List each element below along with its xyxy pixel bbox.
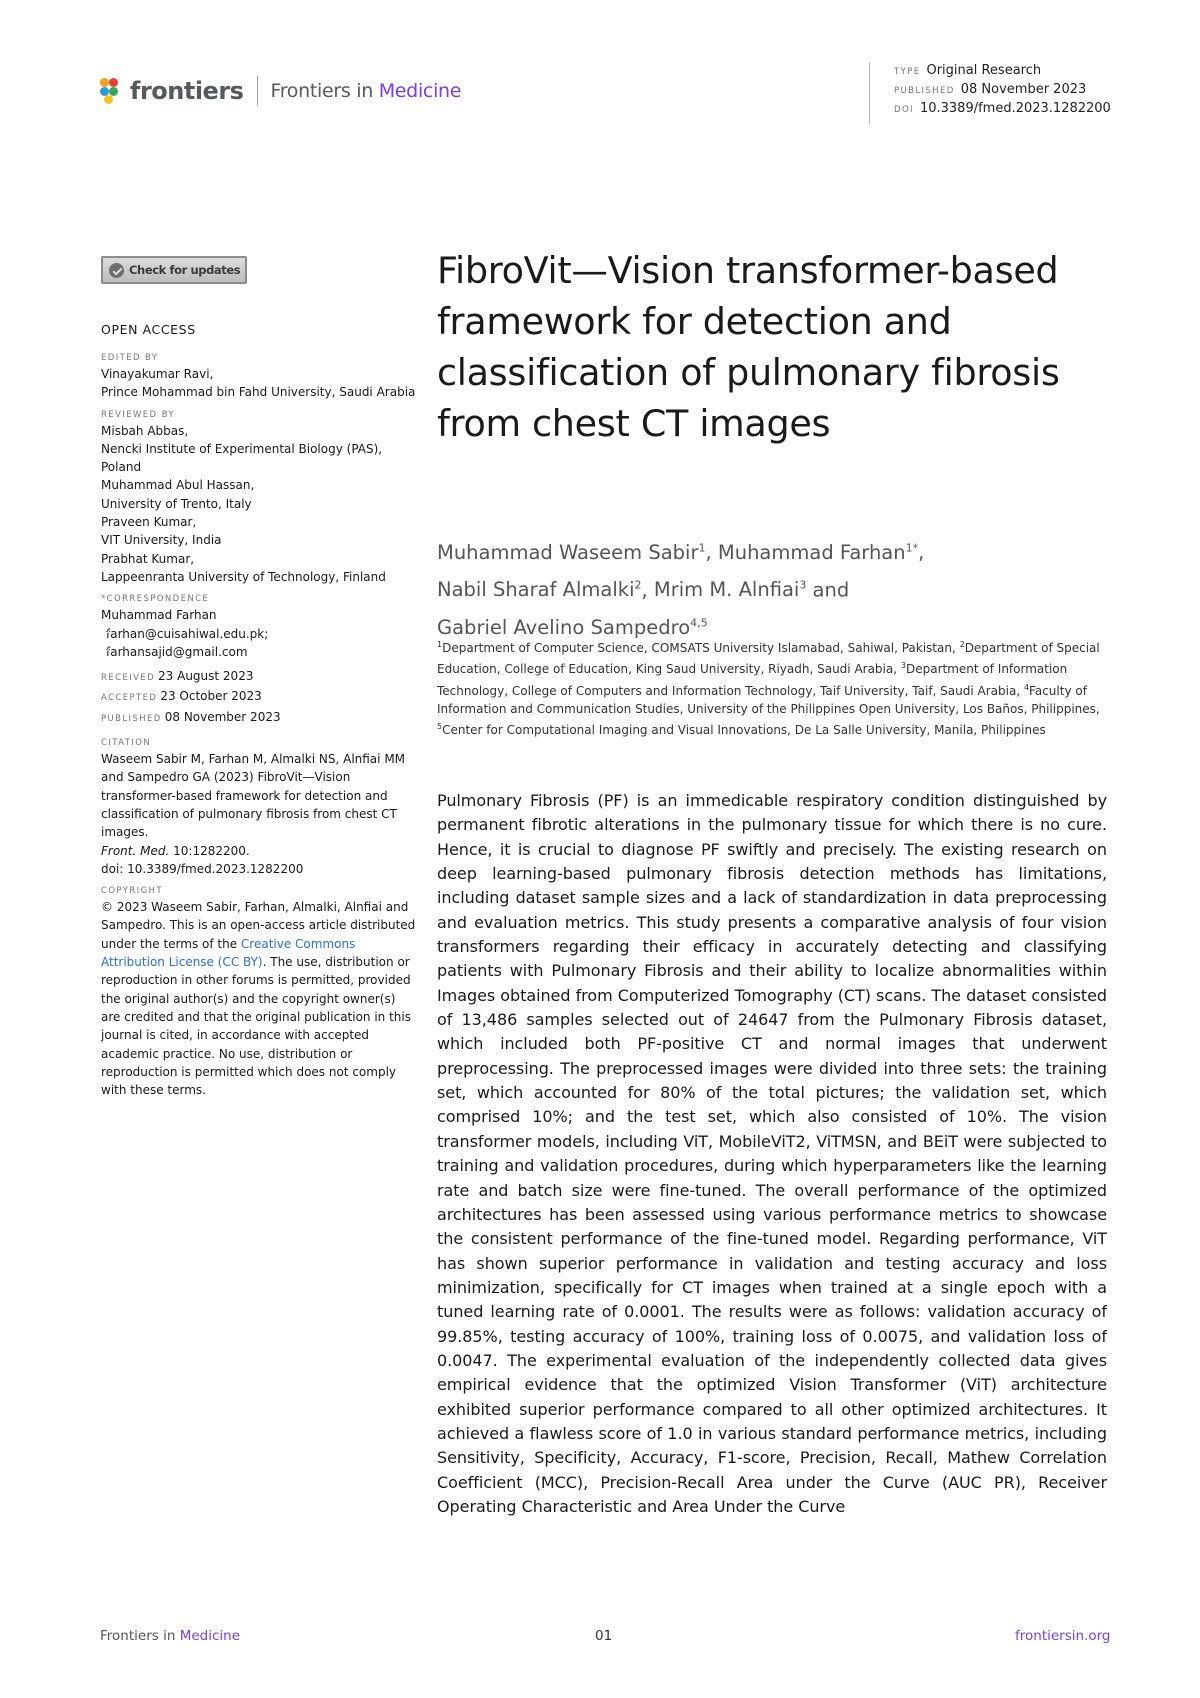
editor-name: Vinayakumar Ravi, [101,367,214,381]
copyright-text-end: . The use, distribution or reproduction in other forums is permitted, provided the original author(s) and the copyright owner(s) are credited and that the original publication in this journal is cited, in accordance with accepted academic practice. No use, distribution or reproduction is permitted which does not comply with these terms. [101,955,412,1098]
article-title: FibroVit—Vision transformer-based framework for detection and classification of pulmonary fibrosis from chest CT images [437,249,1060,445]
affiliation: $^4$Faculty of Information and Communication Studies, University of the Philippines Open University, Los Baños, Philippines, [437,682,1100,716]
reviewer-name: Muhammad Abul Hassan, [101,478,255,493]
affiliation: $^2$Department of Special Education, College of Education, King Saud University, Riyadh, Saudi Arabia, [437,640,1100,677]
meta-published-value: 08 November 2023 [960,82,1087,97]
license-link[interactable]: Creative Commons Attribution License (CC BY) [101,936,356,970]
footer-site-link[interactable]: frontiersin.org [1015,1628,1111,1644]
author-separator: , [641,578,654,601]
open-access-label: OPEN ACCESS [101,322,196,337]
copyright-text: © 2023 Waseem Sabir, Farhan, Almalki, Alnfiai and Sampedro. This is an open-access article distributed under the terms of the [101,900,416,951]
page-number: 01 [595,1628,613,1644]
reviewer-name: Misbah Abbas, [101,423,189,438]
affiliation: $^5$Center for Computational Imaging and Visual Innovations, De La Salle University, Manila, Philippines [437,722,1046,738]
edited-by [101,365,416,402]
copyright [101,898,416,1099]
author[interactable]: Muhammad Waseem Sabir$^1$ [437,540,706,564]
check-for-updates-label: Check for updates [129,263,241,277]
footer-journal[interactable] [100,1628,240,1644]
meta-doi-value[interactable]: 10.3389/fmed.2023.1282200 [919,101,1111,116]
accepted-label: ACCEPTED [101,693,158,704]
accepted-date [101,687,416,707]
journal-prefix: Frontiers in [270,80,373,102]
reviewer-affiliation: University of Trento, Italy [101,496,252,511]
email-row [101,625,416,643]
author-list [437,531,1117,644]
citation-doi[interactable]: doi: 10.3389/fmed.2023.1282200 [101,861,304,876]
author-separator: , [918,540,925,564]
check-for-updates-button[interactable] [101,256,247,284]
editor-affiliation: Prince Mohammad bin Fahd University, Saudi Arabia [101,385,416,400]
meta-type-value: Original Research [926,63,1042,78]
citation [101,750,416,878]
journal-name [270,80,461,102]
affiliation: $^1$Department of Computer Science, COMSATS University Islamabad, Sahiwal, Pakistan, [437,640,960,655]
check-circle-icon [109,263,124,278]
reviewer-affiliation: VIT University, India [101,533,222,548]
author-separator: , [705,540,718,564]
author[interactable]: Nabil Sharaf Almalki$^2$ [437,578,642,601]
meta-type-label: TYPE [894,67,921,77]
author[interactable]: Muhammad Farhan$^{1*}$ [717,540,919,564]
brand-divider [257,76,258,106]
received-label: RECEIVED [101,673,156,684]
article-meta [869,62,1111,124]
author[interactable]: Gabriel Avelino Sampedro$^{4,5}$ [437,615,708,639]
author[interactable]: Mrim M. Alnfiai$^3$ [653,578,807,601]
frontiers-logo-icon [100,78,126,104]
received-date [101,667,416,687]
published-date [101,708,416,728]
affiliations [437,636,1102,739]
affiliation: $^3$Department of Information Technology, College of Computers and Information Technology, Taif University, Taif, Saudi Arabia, [437,661,1068,698]
citation-volume: 10:1282200. [173,843,250,858]
sidebar [101,322,416,1105]
correspondence-name: Muhammad Farhan [101,608,217,623]
reviewed-by-label: REVIEWED BY [101,409,175,420]
citation-label: CITATION [101,738,152,749]
history-dates [101,667,416,728]
published-value: 08 November 2023 [164,709,281,724]
edited-by-label: EDITED BY [101,353,159,363]
reviewer-affiliation: Nencki Institute of Experimental Biology (PAS), Poland [101,441,383,475]
published-label: PUBLISHED [101,713,162,724]
journal-header [100,74,461,108]
correspondence [101,606,416,661]
received-value: 23 August 2023 [158,669,254,684]
copyright-label: COPYRIGHT [101,886,163,897]
meta-type [894,62,1111,81]
footer-journal-prefix: Frontiers in [100,1628,176,1644]
meta-doi-label: DOI [894,105,914,115]
citation-journal: Front. Med. [101,843,170,858]
reviewer-affiliation: Lappeenranta University of Technology, Finland [101,569,386,584]
email-link[interactable]: farhansajid@gmail.com [106,644,248,659]
meta-published-label: PUBLISHED [894,86,955,96]
reviewer-name: Praveen Kumar, [101,515,197,530]
journal-accent: Medicine [378,80,462,102]
author-separator: and [806,578,850,601]
correspondence-label: *CORRESPONDENCE [101,594,210,605]
accepted-value: 23 October 2023 [160,689,262,704]
meta-doi [894,100,1111,119]
reviewed-by [101,422,416,587]
brand-name: frontiers [130,77,244,105]
email-row [101,643,416,661]
citation-text: Waseem Sabir M, Farhan M, Almalki NS, Alnfiai MM and Sampedro GA (2023) FibroVit—Vision transformer-based framework for detection and classification of pulmonary fibrosis from chest CT images. [101,752,406,840]
footer-journal-accent: Medicine [179,1628,240,1644]
abstract: Pulmonary Fibrosis (PF) is an immedicable respiratory condition distinguished by permanent fibrotic alterations in the pulmonary tissue for which there is no cure. Hence, it is crucial to diagnose PF swiftly and precisely. The existing research on deep learning-based pulmonary fibrosis detection methods has limitations, including dataset sample sizes and a lack of standardization in data preprocessing and evaluation metrics. This study presents a comparative analysis of four vision transformers regarding their efficacy in accurately detecting and classifying patients with Pulmonary Fibrosis and their ability to localize abnormalities within Images obtained from Computerized Tomography (CT) scans. The dataset consisted of 13,486 samples selected out of 24647 from the Pulmonary Fibrosis dataset, which included both PF-positive CT and normal images that underwent preprocessing. The preprocessed images were divided into three sets: the training set, which accounted for 80% of the total pictures; the validation set, which comprised 10%; and the test set, which also consisted of 10%. The vision transformer models, including ViT, MobileViT2, ViTMSN, and BEiT were subjected to training and validation procedures, during which hyperparameters like the learning rate and batch size were fine-tuned. The overall performance of the optimized architectures has been assessed using various performance metrics to showcase the consistent performance of the fine-tuned model. Regarding performance, ViT has shown superior performance in validation and testing accuracy and loss minimization, specifically for CT images when trained at a single epoch with a tuned learning rate of 0.0001. The results were as follows: validation accuracy of 99.85%, testing accuracy of 100%, training loss of 0.0075, and validation loss of 0.0047. The experimental evaluation of the independently collected data gives empirical evidence that the optimized Vision Transformer (ViT) architecture exhibited superior performance compared to all other optimized architectures. It achieved a flawless score of 1.0 in various standard performance metrics, including Sensitivity, Specificity, Accuracy, F1-score, Precision, Recall, Mathew Correlation Coefficient (MCC), Precision-Recall Area under the Curve (AUC PR), Receiver Operating Characteristic and Area Under the Curve [437,791,1107,1516]
reviewer-name: Prabhat Kumar, [101,551,195,566]
meta-published [894,81,1111,100]
email-link[interactable]: farhan@cuisahiwal.edu.pk; [106,626,269,641]
